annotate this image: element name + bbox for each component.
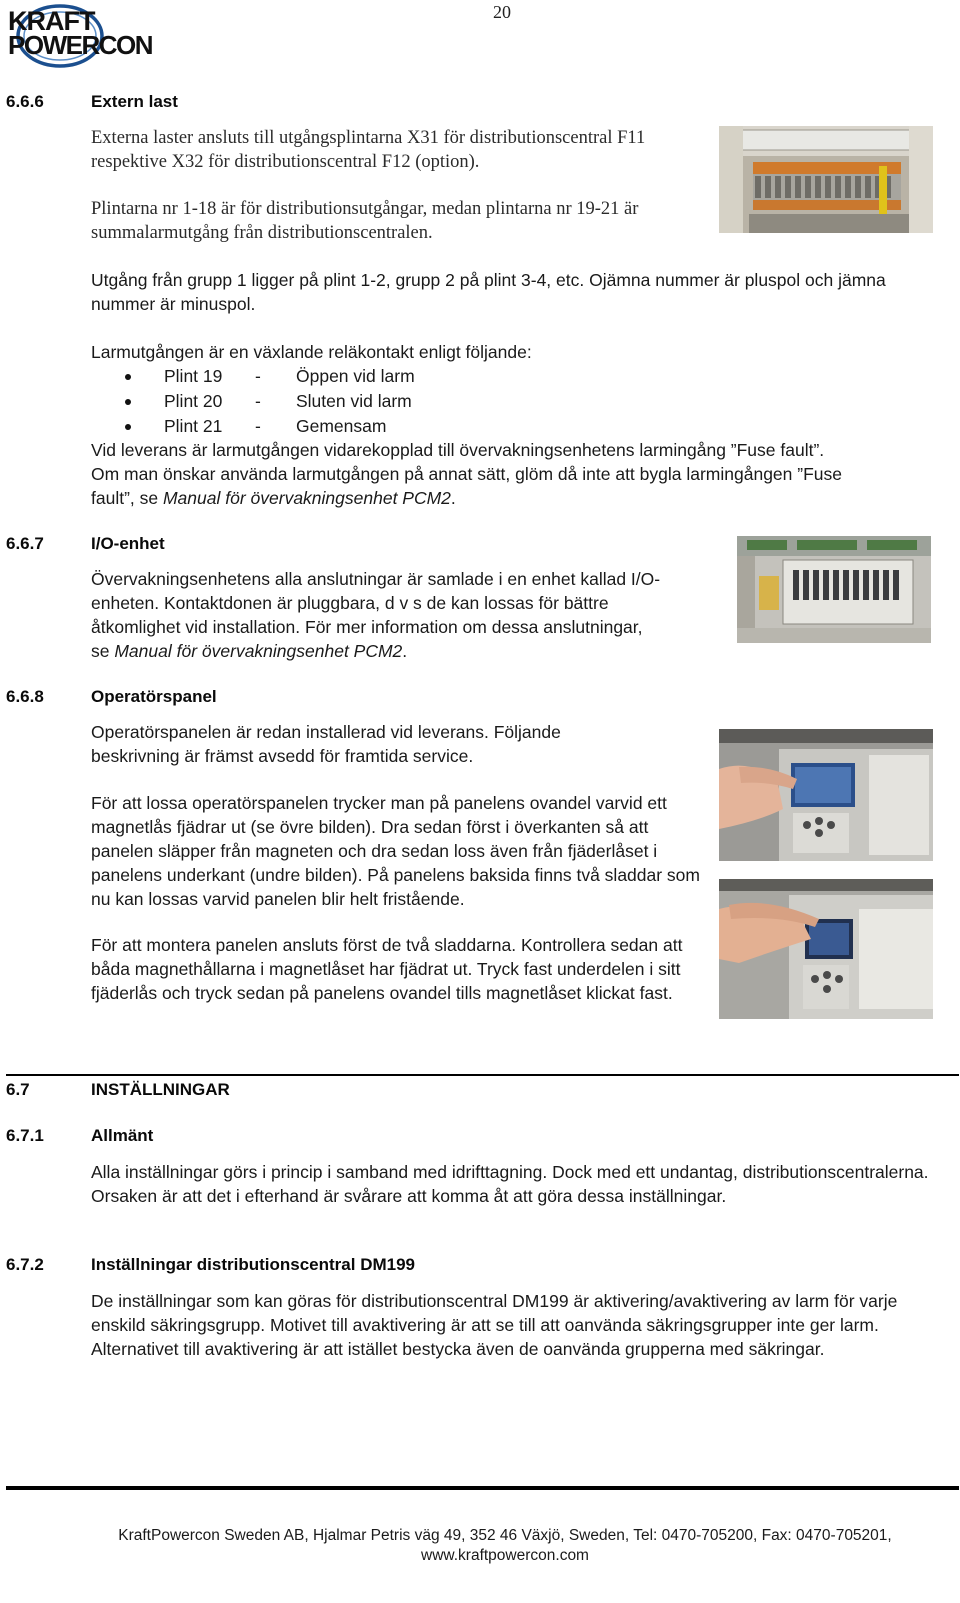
bullet-plint-label: Plint 20 xyxy=(164,391,223,411)
footer-website: www.kraftpowercon.com xyxy=(421,1547,589,1564)
extern-last-paragraph-3: Utgång från grupp 1 ligger på plint 1-2, grupp 2 på plint 3-4, etc. Ojämna nummer är pluspol och jämna nummer är minuspol. xyxy=(91,270,886,314)
extern-last-paragraph-5 xyxy=(91,438,959,510)
paragraph-line: Övervakningsenhetens alla anslutningar är samlade i en enhet kallad I/O- xyxy=(91,569,661,589)
paragraph-line: Vid leverans är larmutgången vidarekopplad till övervakningsenhetens larmingång ”Fuse fault”. xyxy=(91,440,825,460)
section-number-6-6-7: 6.6.7 xyxy=(6,534,44,553)
bullet-plint-label: Plint 21 xyxy=(164,416,223,436)
paragraph-line: se Manual för övervakningsenhet PCM2. xyxy=(91,641,408,661)
operator-panel-photo-upper xyxy=(719,729,933,861)
section-number-6-7: 6.7 xyxy=(6,1080,30,1099)
operatorspanel-paragraph-3: För att montera panelen ansluts först de två sladdarna. Kontrollera sedan att båda magnethållarna i magnetlåset har fjädrat ut. Tryck fast underdelen i sitt fjäderlås och tryck sedan på panelens ovandel tills magnetlåset klickat fast. xyxy=(91,935,683,1003)
bullet-dash: - xyxy=(255,366,261,386)
operator-panel-photo-lower xyxy=(719,879,933,1019)
section-title-installningar: INSTÄLLNINGAR xyxy=(91,1080,230,1099)
bullet-plint-label: Plint 19 xyxy=(164,366,223,386)
logo-kraft-text: KRAFT xyxy=(8,6,95,36)
section-title-allmant: Allmänt xyxy=(91,1126,154,1145)
footer-address: KraftPowercon Sweden AB, Hjalmar Petris väg 49, 352 46 Växjö, Sweden, Tel: 0470-705200, Fax: 0470-705201, xyxy=(118,1527,892,1544)
allmant-paragraph: Alla inställningar görs i princip i samband med idrifttagning. Dock med ett undantag, distributionscentralerna. Orsaken är att det i efterhand är svårare att komma åt att göra dessa inställningar. xyxy=(91,1162,929,1206)
bullet-dot-icon xyxy=(125,424,131,430)
paragraph-line: enheten. Kontaktdonen är pluggbara, d v s de kan lossas för bättre xyxy=(91,593,609,613)
section-number-6-6-6: 6.6.6 xyxy=(6,92,44,111)
section-divider xyxy=(6,1074,959,1076)
bullet-dash: - xyxy=(255,416,261,436)
io-enhet-paragraph xyxy=(91,567,731,663)
dm199-paragraph: De inställningar som kan göras för distributionscentral DM199 är aktivering/avaktivering av larm för varje enskild säkringsgrupp. Motivet till avaktivering är att se till att oanvända säkringsgrupper inte ger larm. Alternativet till avaktivering är att istället bestycka även de oanvända grupperna med säkringar. xyxy=(91,1291,898,1359)
section-number-6-7-1: 6.7.1 xyxy=(6,1126,44,1145)
bullet-description: Sluten vid larm xyxy=(296,391,412,411)
logo-powercon-text: POWERCON xyxy=(8,30,152,60)
section-title-installningar-dm199: Inställningar distributionscentral DM199 xyxy=(91,1255,416,1274)
bullet-description: Öppen vid larm xyxy=(296,366,415,386)
section-number-6-7-2: 6.7.2 xyxy=(6,1255,44,1274)
manual-reference: Manual för övervakningsenhet PCM2 xyxy=(114,641,403,661)
paragraph-line: fault”, se Manual för övervakningsenhet PCM2. xyxy=(91,488,456,508)
paragraph-line: åtkomlighet vid installation. För mer information om dessa anslutningar, xyxy=(91,617,643,637)
extern-last-paragraph-4: Larmutgången är en växlande reläkontakt enligt följande: xyxy=(91,342,532,362)
section-title-extern-last: Extern last xyxy=(91,92,178,111)
extern-last-paragraph-1: Externa laster ansluts till utgångsplintarna X31 för distributionscentral F11 respektive X32 för distributionscentral F12 (option). xyxy=(91,128,646,172)
section-title-operatorspanel: Operatörspanel xyxy=(91,687,217,706)
bullet-dot-icon xyxy=(125,374,131,380)
paragraph-line: Om man önskar använda larmutgången på annat sätt, glöm då inte att bygla larmingången ”Fuse xyxy=(91,464,842,484)
section-number-6-6-8: 6.6.8 xyxy=(6,687,44,706)
bullet-dot-icon xyxy=(125,399,131,405)
manual-reference: Manual för övervakningsenhet PCM2 xyxy=(162,488,451,508)
section-title-io-enhet: I/O-enhet xyxy=(91,534,165,553)
operatorspanel-paragraph-1: Operatörspanelen är redan installerad vid leverans. Följande beskrivning är främst avsedd för framtida service. xyxy=(91,722,561,766)
bullet-description: Gemensam xyxy=(296,416,387,436)
operatorspanel-paragraph-2: För att lossa operatörspanelen trycker man på panelens ovandel varvid ett magnetlås fjädrar ut (se övre bilden). Dra sedan först i överkanten så att panelen släpper från magneten och dra sedan loss även från fjäderlåset i panelens underkant (undre bilden). På panelens baksida finns två sladdar som nu kan lossas varvid panelen blir helt fristående. xyxy=(91,793,700,909)
bullet-dash: - xyxy=(255,391,261,411)
terminal-block-photo xyxy=(719,126,933,233)
io-unit-photo xyxy=(737,536,931,643)
footer-divider xyxy=(6,1486,959,1490)
extern-last-paragraph-2: Plintarna nr 1-18 är för distributionsutgångar, medan plintarna nr 19-21 är summalarmutgång från distributionscentralen. xyxy=(91,199,639,243)
kraft-powercon-logo xyxy=(2,0,174,70)
page-number: 20 xyxy=(493,2,511,22)
